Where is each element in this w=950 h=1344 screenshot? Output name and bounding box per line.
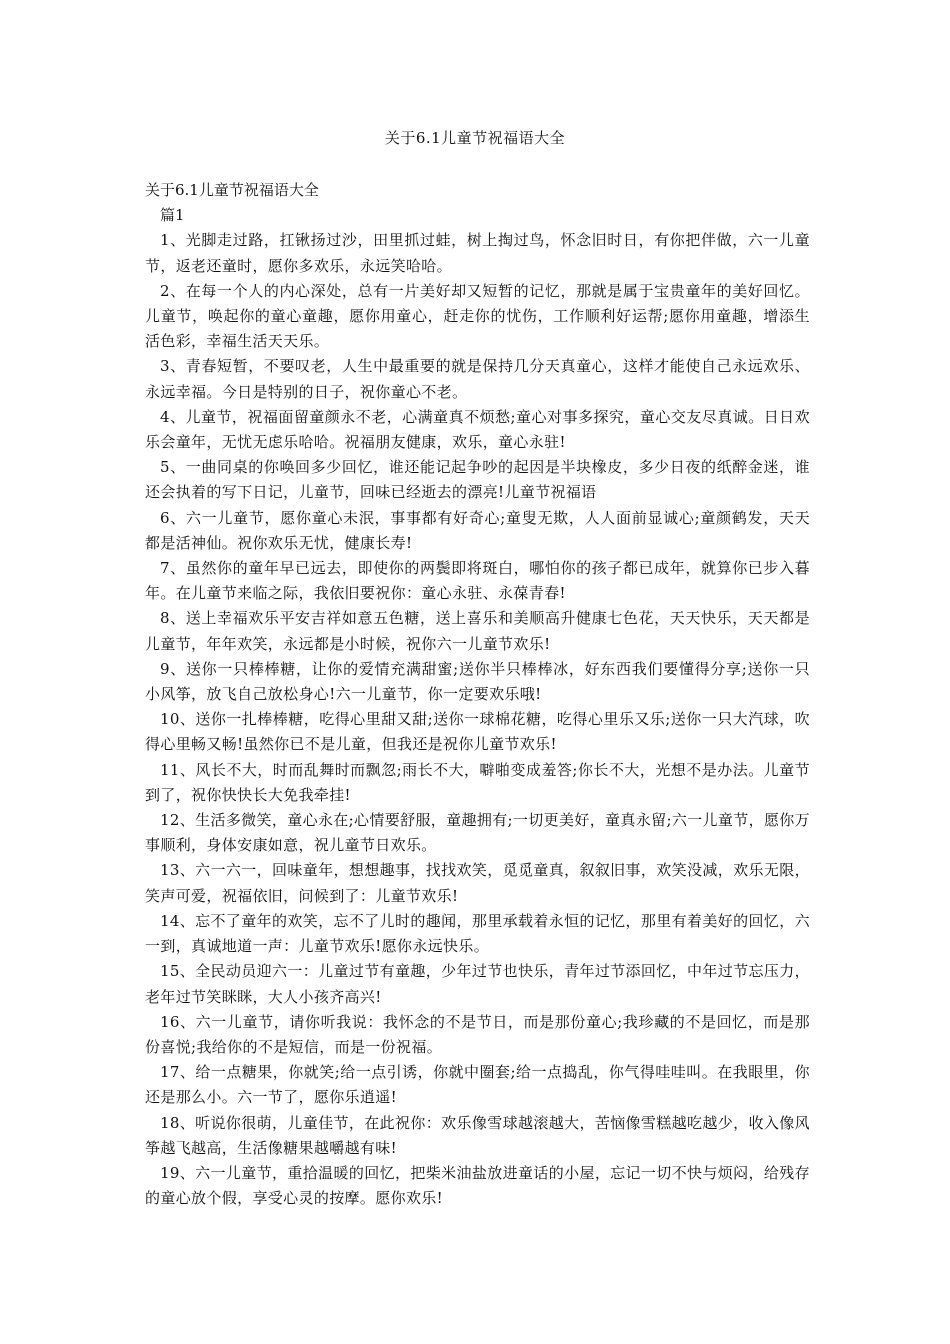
paragraph: 11、风长不大，时而乱舞时而飘忽;雨长不大，噼啪变成羞答;你长不大，光想不是办法。儿童节到了，祝你快快长大免我牵挂! [145,760,810,804]
paragraph: 19、六一儿童节，重拾温暖的回忆，把柴米油盐放进童话的小屋，忘记一切不快与烦闷，给残存的童心放个假，享受心灵的按摩。愿你欢乐! [145,1163,810,1208]
paragraph: 8、送上幸福欢乐平安吉祥如意五色糖，送上喜乐和美顺高升健康七色花，天天快乐，天天都是儿童节，年年欢笑，永远都是小时候，祝你六一儿童节欢乐! [145,609,810,653]
paragraph: 7、虽然你的童年早已远去，即使你的两鬓即将斑白，哪怕你的孩子都已成年，就算你已步入暮年。在儿童节来临之际，我依旧要祝你：童心永驻、永葆青春! [145,559,810,603]
paragraph: 2、在每一个人的内心深处，总有一片美好却又短暂的记忆，那就是属于宝贵童年的美好回忆。儿童节，唤起你的童心童趣，愿你用童心，赶走你的忧伤，工作顺利好运帮;愿你用童趣，增添生活色彩，幸福生活天天乐。 [145,281,810,351]
paragraph: 12、生活多微笑，童心永在;心情要舒服，童趣拥有;一切更美好，童真永留;六一儿童节，愿你万事顺利，身体安康如意，祝儿童节日欢乐。 [145,811,811,855]
paragraph: 1、光脚走过路，扛锹扬过沙，田里抓过蛙，树上掏过鸟，怀念旧时日，有你把伴做，六一儿童节，返老还童时，愿你多欢乐，永远笑哈哈。 [145,231,810,275]
paragraph: 15、全民动员迎六一：儿童过节有童趣，少年过节也快乐，青年过节添回忆，中年过节忘压力，老年过节笑眯眯，大人小孩齐高兴! [145,962,810,1006]
paragraph: 13、六一六一，回味童年，想想趣事，找找欢笑，觅觅童真，叙叙旧事，欢笑没减，欢乐无限，笑声可爱，祝福依旧，问候到了：儿童节欢乐! [145,861,810,905]
paragraph: 3、青春短暂，不要叹老，人生中最重要的就是保持几分天真童心，这样才能使自己永远欢乐、永远幸福。今日是特别的日子，祝你童心不老。 [145,357,810,401]
paragraph: 6、六一儿童节，愿你童心未泯，事事都有好奇心;童叟无欺，人人面前显诚心;童颜鹤发，天天都是活神仙。祝你欢乐无忧，健康长寿! [145,508,810,552]
paragraph: 4、儿童节，祝福面留童颜永不老，心满童真不烦愁;童心对事多探究，童心交友尽真诚。日日欢乐会童年，无忧无虑乐哈哈。祝福朋友健康，欢乐，童心永驻! [145,407,810,452]
paragraph: 18、听说你很萌，儿童佳节，在此祝你：欢乐像雪球越滚越大，苦恼像雪糕越吃越少，收入像风筝越飞越高，生活像糖果越嚼越有味! [145,1113,810,1157]
page-title: 关于6.1儿童节祝福语大全 [384,129,566,147]
document-body [145,178,810,1211]
document-subtitle: 关于6.1儿童节祝福语大全 [145,181,319,199]
paragraph: 10、送你一扎棒棒糖，吃得心里甜又甜;送你一球棉花糖，吃得心里乐又乐;送你一只大汽球，吹得心里畅又畅!虽然你已不是儿童，但我还是祝你儿童节欢乐! [145,710,810,754]
paragraph: 9、送你一只棒棒糖，让你的爱情充满甜蜜;送你半只棒棒冰，好东西我们要懂得分享;送你一只小风筝，放飞自己放松身心!六一儿童节，你一定要欢乐哦! [145,659,810,704]
paragraph: 5、一曲同桌的你唤回多少回忆，谁还能记起争吵的起因是半块橡皮，多少日夜的纸醉金迷，谁还会执着的写下日记，儿童节，回味已经逝去的漂亮!儿童节祝福语 [145,458,810,502]
paragraph: 14、忘不了童年的欢笑，忘不了儿时的趣闻，那里承载着永恒的记忆，那里有着美好的回忆，六一到，真诚地道一声：儿童节欢乐!愿你永远快乐。 [145,911,810,956]
paragraph: 17、给一点糖果，你就笑;给一点引诱，你就中圈套;给一点捣乱，你气得哇哇叫。在我眼里，你还是那么小。六一节了，愿你乐逍遥! [145,1063,810,1107]
paragraph: 16、六一儿童节，请你听我说：我怀念的不是节日，而是那份童心;我珍藏的不是回忆，而是那份喜悦;我给你的不是短信，而是一份祝福。 [145,1012,810,1056]
section-label: 篇1 [160,206,185,225]
